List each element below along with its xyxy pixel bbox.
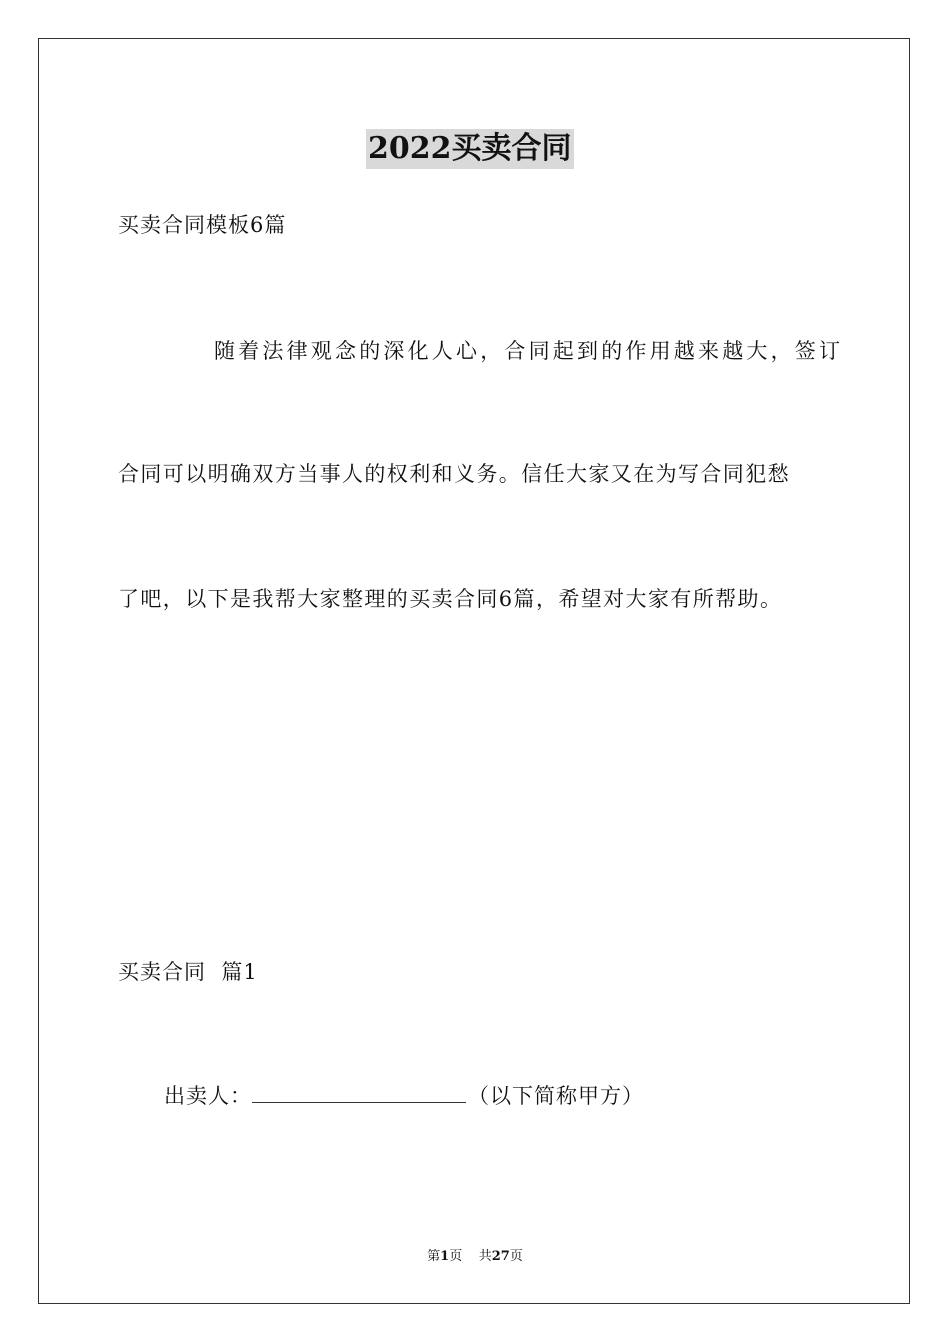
intro-paragraph-line-2: 合同可以明确双方当事人的权利和义务。信任大家又在为写合同犯愁 <box>118 462 790 486</box>
seller-line <box>164 1082 644 1110</box>
seller-label: 出卖人： <box>164 1084 252 1108</box>
intro-paragraph-line-1: 随着法律观念的深化人心，合同起到的作用越来越大，签订 <box>214 339 844 363</box>
footer-page-prefix: 第 <box>427 1249 441 1264</box>
footer-page-number: 1 <box>440 1249 450 1264</box>
page-footer <box>0 1249 950 1265</box>
seller-suffix: （以下简称甲方） <box>468 1084 644 1108</box>
document-subtitle: 买卖合同模板6篇 <box>118 213 287 237</box>
footer-page-suffix: 页 <box>449 1249 463 1264</box>
section-heading <box>118 958 258 986</box>
footer-total-prefix: 共 <box>478 1249 492 1264</box>
document-title: 2022买卖合同 <box>366 129 574 169</box>
section-heading-text: 买卖合同 篇1 <box>118 960 258 984</box>
intro-paragraph-line-3: 了吧，以下是我帮大家整理的买卖合同6篇，希望对大家有所帮助。 <box>118 587 783 611</box>
footer-total-pages: 27 <box>491 1249 510 1264</box>
seller-blank-field <box>252 1082 466 1103</box>
footer-total-suffix: 页 <box>509 1249 523 1264</box>
